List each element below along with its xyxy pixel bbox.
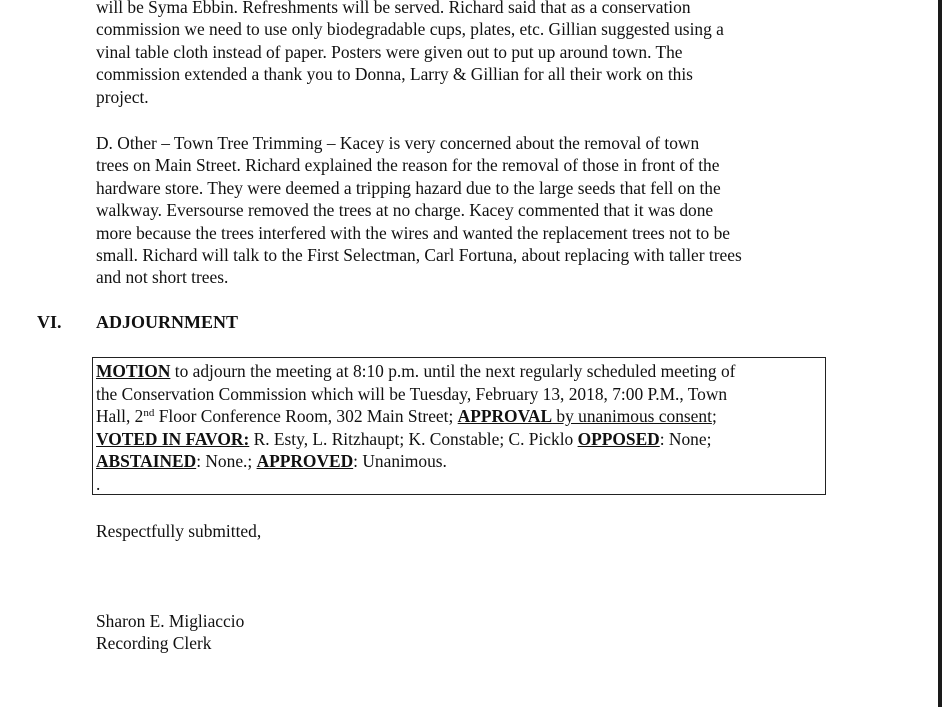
signer-name: Sharon E. Migliaccio — [96, 611, 245, 631]
ordinal-suffix: nd — [143, 407, 155, 420]
signer-title: Recording Clerk — [96, 633, 212, 653]
abstained-label: ABSTAINED — [96, 451, 197, 472]
voted-in-favor-label: VOTED IN FAVOR: — [96, 428, 250, 449]
motion-line-3 — [96, 405, 822, 428]
paragraph-line: small. Richard will talk to the First Selectman, Carl Fortuna, about replacing with taller trees — [96, 245, 742, 266]
motion-text-fragment: Hall, 2 — [96, 406, 144, 427]
motion-line-2: the Conservation Commission which will be Tuesday, February 13, 2018, 7:00 P.M., Town — [96, 383, 728, 404]
section-title: ADJOURNMENT — [96, 312, 238, 332]
motion-text-fragment: Floor Conference Room, 302 Main Street; — [154, 406, 458, 427]
motion-line-6: . — [96, 473, 101, 494]
paragraph-line: more because the trees interfered with the wires and wanted the replacement trees not to be — [96, 222, 731, 243]
abstained-value: : None.; — [196, 451, 257, 472]
motion-box — [92, 357, 826, 495]
paragraph-line: walkway. Eversourse removed the trees at no charge. Kacey commented that it was done — [96, 200, 714, 221]
motion-line-5 — [96, 450, 822, 473]
motion-line-1 — [96, 360, 822, 383]
paragraph-line: D. Other – Town Tree Trimming – Kacey is very concerned about the removal of town — [96, 133, 700, 153]
paragraph-line: commission extended a thank you to Donna, Larry & Gillian for all their work on this — [96, 64, 693, 85]
paragraph-line: hardware store. They were deemed a tripping hazard due to the large seeds that fell on the — [96, 177, 721, 198]
motion-text-fragment: ; — [711, 406, 717, 427]
closing-salutation: Respectfully submitted, — [96, 521, 262, 541]
paragraph-line: vinal table cloth instead of paper. Posters were given out to put up around town. The — [96, 41, 683, 62]
approval-text: by unanimous consent — [552, 406, 712, 427]
motion-text — [96, 360, 822, 496]
approval-label: APPROVAL — [457, 406, 553, 427]
paragraph-line: will be Syma Ebbin. Refreshments will be served. Richard said that as a conservation — [96, 0, 691, 17]
approved-value: : Unanimous. — [353, 451, 447, 472]
motion-line-4 — [96, 428, 822, 451]
motion-label: MOTION — [96, 361, 171, 381]
paragraph-line: trees on Main Street. Richard explained the reason for the removal of those in front of the — [96, 155, 720, 176]
page-edge-scrollbar — [938, 0, 942, 707]
tree-trimming-paragraph — [96, 132, 816, 289]
paragraph-line: commission we need to use only biodegradable cups, plates, etc. Gillian suggested using a — [96, 19, 724, 40]
paragraph-line: and not short trees. — [96, 267, 229, 288]
voted-names: R. Esty, L. Ritzhaupt; K. Constable; C. Picklo — [249, 428, 578, 449]
paragraph-line: project. — [96, 86, 149, 107]
opposed-value: : None; — [659, 428, 712, 449]
section-number: VI. — [37, 312, 62, 332]
opposed-label: OPPOSED — [577, 428, 660, 449]
refreshments-paragraph — [96, 0, 816, 108]
approved-label: APPROVED — [256, 451, 354, 472]
motion-text-fragment: to adjourn the meeting at 8:10 p.m. until the next regularly scheduled meeting of — [170, 361, 736, 381]
